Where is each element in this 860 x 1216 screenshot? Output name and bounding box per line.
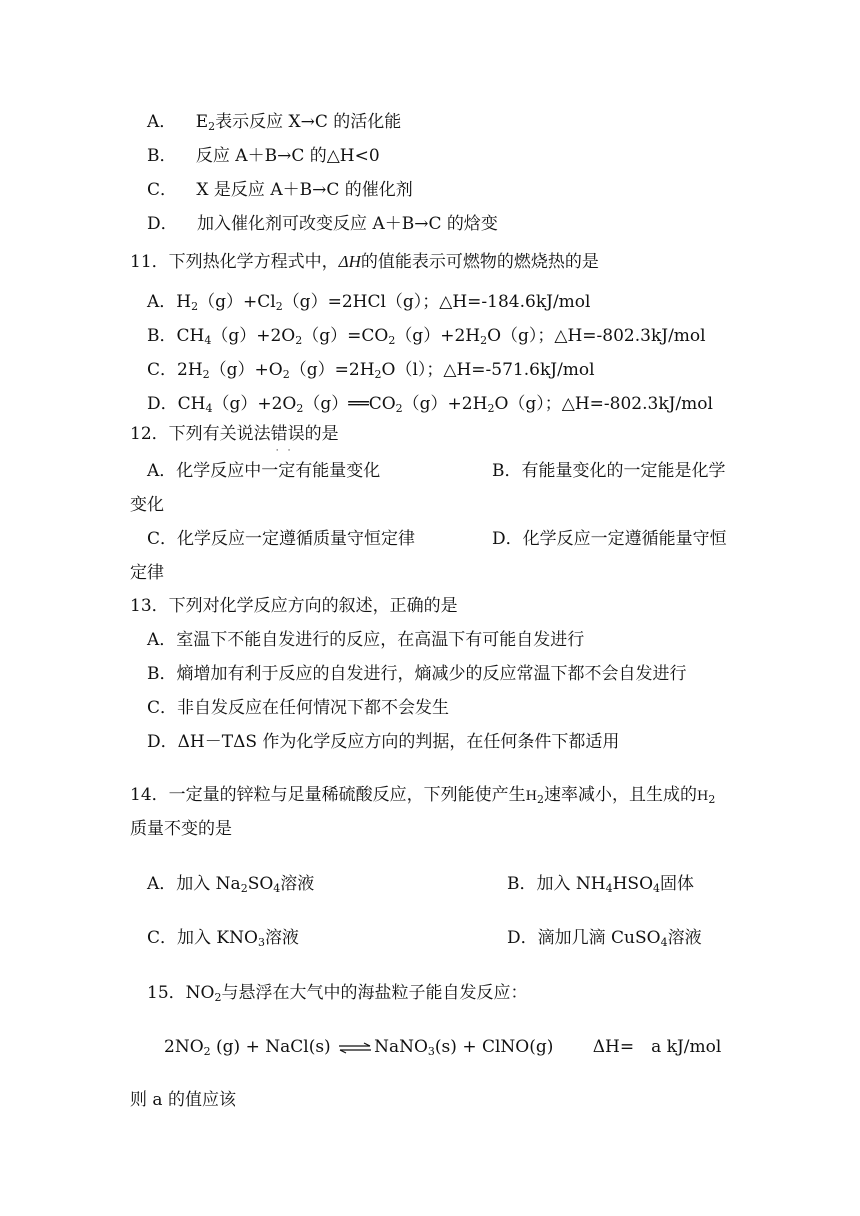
q14-option-a: A．加入 $Na_2SO_4$溶液 bbox=[147, 874, 315, 895]
emphasis-text: 错误 ·· bbox=[270, 424, 305, 456]
q15-follow-text: 则 a 的值应该 bbox=[130, 1090, 236, 1110]
q14-option-c: C．加入 $KNO_3$溶液 bbox=[147, 928, 299, 949]
q12-option-d-wrap: 定律 bbox=[130, 563, 164, 583]
q11-option-c: C．$2H_2(g)+O_2(g)=2H_2O(l)$；△H=-571.6kJ/mol bbox=[147, 360, 595, 381]
q11-stem: 11．下列热化学方程式中，ΔH的值能表示可燃物的燃烧热的是 bbox=[130, 252, 599, 272]
q11-option-a: A．$H_2(g)+Cl_2(g)=2HCl(g)$；△H=-184.6kJ/mol bbox=[147, 292, 591, 313]
q12-option-b-wrap: 变化 bbox=[130, 495, 164, 515]
q14-stem-line2: 质量不变的是 bbox=[130, 819, 232, 839]
q12-option-c: C．化学反应一定遵循质量守恒定律 bbox=[147, 529, 416, 549]
q13-option-c: C．非自发反应在任何情况下都不会发生 bbox=[147, 698, 450, 718]
q12-option-b: B．有能量变化的一定能是化学 bbox=[492, 461, 726, 481]
q10-option-d: D． 加入催化剂可改变反应 A＋B→C 的焓变 bbox=[147, 214, 498, 234]
q15-stem: 15．$NO_2$与悬浮在大气中的海盐粒子能自发反应： bbox=[147, 983, 528, 1004]
delta-h-symbol: ΔH bbox=[338, 252, 361, 271]
q13-option-d: D．ΔH－TΔS 作为化学反应方向的判据，在任何条件下都适用 bbox=[147, 732, 620, 752]
q15-equation: $2NO_2$ (g) + NaCl(s) NaNO$_3$(s) + ClNO(g) ΔH= a kJ/mol bbox=[164, 1037, 722, 1058]
q13-option-b: B．熵增加有利于反应的自发进行，熵减少的反应常温下都不会自发进行 bbox=[147, 664, 687, 684]
q12-option-a: A．化学反应中一定有能量变化 bbox=[147, 461, 381, 481]
q12-stem: 12．下列有关说法错误 ·· 的是 bbox=[130, 424, 339, 456]
q12-option-d: D．化学反应一定遵循能量守恒 bbox=[492, 529, 727, 549]
q10-option-b: B． 反应 A＋B→C 的△H<0 bbox=[147, 146, 380, 166]
q10-option-c: C． X 是反应 A＋B→C 的催化剂 bbox=[147, 180, 413, 200]
q10-option-a: A． $E_2$表示反应 X→C 的活化能 bbox=[147, 112, 402, 133]
q11-option-d: D．$CH_4(g)+2O_2(g)══CO_2(g)+2H_2O(g)$；△H=-802.3kJ/mol bbox=[147, 394, 713, 415]
q14-option-d: D．滴加几滴 CuSO$_4$溶液 bbox=[507, 928, 702, 949]
q13-option-a: A．室温下不能自发进行的反应，在高温下有可能自发进行 bbox=[147, 630, 585, 650]
q11-option-b: B．$CH_4(g)+2O_2(g)=CO_2(g)+2H_2O(g)$；△H=-802.3kJ/mol bbox=[147, 326, 706, 347]
emphasis-dots: ·· bbox=[275, 446, 300, 456]
equilibrium-arrows-icon bbox=[338, 1042, 372, 1054]
q14-option-b: B．加入 $NH_4HSO_4$固体 bbox=[507, 874, 695, 895]
q14-stem: 14．一定量的锌粒与足量稀硫酸反应，下列能使产生$H_2$速率减小，且生成的$H_2$ bbox=[130, 785, 716, 806]
q13-stem: 13．下列对化学反应方向的叙述，正确的是 bbox=[130, 596, 458, 616]
